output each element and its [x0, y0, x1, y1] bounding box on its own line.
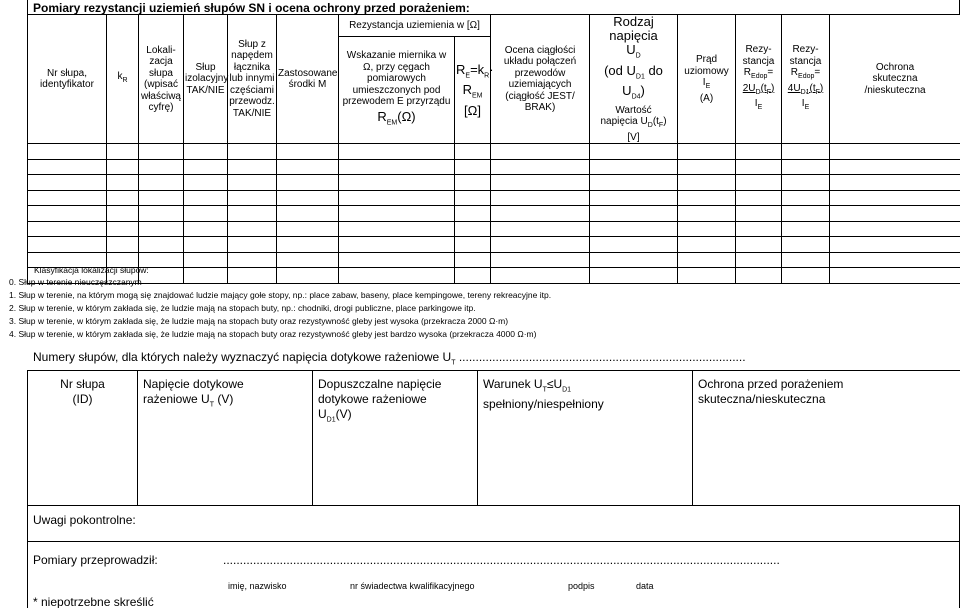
- table-row: [28, 175, 960, 191]
- table-cell[interactable]: [782, 190, 830, 206]
- table-cell[interactable]: [184, 206, 228, 222]
- table-cell[interactable]: [782, 159, 830, 175]
- table-cell[interactable]: [736, 237, 782, 253]
- header-ochrona-przed-porazeniem: Ochrona przed porażeniem skuteczna/nieskuteczna: [693, 371, 960, 506]
- table-cell[interactable]: [107, 159, 139, 175]
- table-cell[interactable]: [184, 221, 228, 237]
- table-cell[interactable]: [782, 221, 830, 237]
- signature-cert-label: nr świadectwa kwalifikacyjnego: [350, 581, 475, 591]
- table-cell[interactable]: [28, 144, 107, 160]
- table-row: [28, 159, 960, 175]
- table-row: [28, 221, 960, 237]
- table-cell[interactable]: [184, 144, 228, 160]
- header-ochrona-skuteczna: Ochrona skuteczna /nieskuteczna: [830, 15, 960, 144]
- table-cell[interactable]: [491, 206, 590, 222]
- table-cell[interactable]: [28, 175, 107, 191]
- table-cell[interactable]: [28, 190, 107, 206]
- title-row: [27, 0, 960, 14]
- table-cell[interactable]: [590, 175, 678, 191]
- table-cell[interactable]: [139, 190, 184, 206]
- table-cell[interactable]: [782, 144, 830, 160]
- table-cell[interactable]: [678, 221, 736, 237]
- performed-by-section: [27, 542, 960, 608]
- header-slup-izolacyjny: Słup izolacyjny TAK/NIE: [184, 15, 228, 144]
- header-re-formula: $R_E=k_R\cdot$ $R_{EM}$ [Ω]: [455, 37, 491, 144]
- table-cell[interactable]: [228, 159, 277, 175]
- table-cell[interactable]: [678, 159, 736, 175]
- table-cell[interactable]: [830, 175, 960, 191]
- table-cell[interactable]: [678, 190, 736, 206]
- table-cell[interactable]: [107, 190, 139, 206]
- classification-item-3: 3. Słup w terenie, w którym zakłada się, że ludzie mają na stopach buty oraz rezystywność gleby jest wysoka (przekracza 2000 Ω·m): [9, 316, 509, 326]
- table-cell[interactable]: [455, 221, 491, 237]
- header-ocena-ciaglosci: Ocena ciągłości układu połączeń przewodów uziemiających (ciągłość JEST/ BRAK): [491, 15, 590, 144]
- table-cell[interactable]: [455, 144, 491, 160]
- performed-by-line: .......................................................................................................................................................................: [223, 553, 780, 567]
- table-cell[interactable]: [491, 190, 590, 206]
- header-prad-uziomowy: Prąd uziomowy $I_E$ (A): [678, 15, 736, 144]
- table-cell[interactable]: [782, 175, 830, 191]
- table-row: [28, 190, 960, 206]
- table-cell[interactable]: [782, 206, 830, 222]
- table-cell[interactable]: [455, 175, 491, 191]
- table-cell[interactable]: [736, 159, 782, 175]
- header-nr-slupa-id: Nr słupa (ID): [28, 371, 138, 506]
- table-cell[interactable]: [339, 190, 455, 206]
- table-cell[interactable]: [277, 237, 339, 253]
- header-rodzaj-napiecia: Rodzaj napięcia $U_D$ (od $U_{D1}$ do $U_{D4}$) Wartość napięcia $U_D(t_F)$ [V]: [590, 15, 678, 144]
- signature-date-label: data: [636, 581, 654, 591]
- header-wskazanie-miernika: Wskazanie miernika w Ω, przy cęgach pomiarowych umieszczonych pod przewodem E przyrządu $R_{EM}(\Omega)$: [339, 37, 455, 144]
- table-cell[interactable]: [491, 221, 590, 237]
- table-cell[interactable]: [139, 221, 184, 237]
- header-kr: $k_R$: [107, 15, 139, 144]
- table-cell[interactable]: [830, 190, 960, 206]
- table-cell[interactable]: [139, 159, 184, 175]
- header-napiecie-dotykowe: Napięcie dotykowe rażeniowe $U_T$ (V): [138, 371, 313, 506]
- header-warunek: Warunek $U_T\le U_{D1}$ spełniony/niespełniony: [478, 371, 693, 506]
- table-cell[interactable]: [107, 144, 139, 160]
- signature-name-label: imię, nazwisko: [228, 581, 287, 591]
- table-cell[interactable]: [590, 237, 678, 253]
- table-cell[interactable]: [830, 221, 960, 237]
- header-dopuszczalne-napiecie: Dopuszczalne napięcie dotykowe rażeniowe $U_{D1}(V)$: [313, 371, 478, 506]
- table-cell[interactable]: [455, 206, 491, 222]
- table-cell[interactable]: [228, 190, 277, 206]
- table-cell[interactable]: [678, 175, 736, 191]
- table-cell[interactable]: [28, 221, 107, 237]
- header-rezystancja-2ud: Rezy- stancja $R_{Edop}=$ $2U_D(t_F)$ $I_E$: [736, 15, 782, 144]
- table-cell[interactable]: [830, 159, 960, 175]
- table-cell[interactable]: [139, 144, 184, 160]
- table-cell[interactable]: [28, 159, 107, 175]
- table-cell[interactable]: [491, 144, 590, 160]
- table-cell[interactable]: [184, 237, 228, 253]
- table-cell[interactable]: [277, 206, 339, 222]
- table-cell[interactable]: [28, 206, 107, 222]
- table-cell[interactable]: [339, 144, 455, 160]
- table-cell[interactable]: [491, 237, 590, 253]
- table-cell[interactable]: [184, 159, 228, 175]
- table-cell[interactable]: [455, 237, 491, 253]
- remarks-section: [27, 506, 960, 542]
- classification-item-0: 0. Słup w terenie nieuczęszczanym: [9, 277, 142, 287]
- table-cell[interactable]: [228, 237, 277, 253]
- table-cell[interactable]: [830, 237, 960, 253]
- table-cell[interactable]: [736, 221, 782, 237]
- table-cell[interactable]: [736, 175, 782, 191]
- header-rezystancja-4ud1: Rezy- stancja $R_{Edop}=$ $4U_{D1}(t_F)$ $I_E$: [782, 15, 830, 144]
- table-cell[interactable]: [678, 144, 736, 160]
- table-cell[interactable]: [139, 175, 184, 191]
- table-cell[interactable]: [455, 190, 491, 206]
- table-cell[interactable]: [228, 144, 277, 160]
- table-cell[interactable]: [736, 144, 782, 160]
- table-cell[interactable]: [28, 237, 107, 253]
- classification-section: [0, 262, 960, 342]
- table-cell[interactable]: [736, 206, 782, 222]
- table-cell[interactable]: [590, 159, 678, 175]
- classification-item-1: 1. Słup w terenie, na którym mogą się znajdować ludzie mający gołe stopy, np.: place zabaw, baseny, place kempingowe, tereny rekreacyjne itp.: [9, 290, 552, 300]
- table-cell[interactable]: [339, 221, 455, 237]
- footnote: * niepotrzebne skreślić: [33, 595, 154, 608]
- table-cell[interactable]: [277, 175, 339, 191]
- table-cell[interactable]: [590, 144, 678, 160]
- table-cell[interactable]: [228, 206, 277, 222]
- table-cell[interactable]: [107, 221, 139, 237]
- touch-voltage-table: [27, 370, 960, 506]
- header-nr-slupa: Nr słupa, identyfikator: [28, 15, 107, 144]
- table-cell[interactable]: [590, 190, 678, 206]
- table-cell[interactable]: [277, 159, 339, 175]
- table-cell[interactable]: [590, 206, 678, 222]
- table-cell[interactable]: [491, 159, 590, 175]
- table-cell[interactable]: [678, 206, 736, 222]
- header-rezystancja-uziemienia: Rezystancja uziemienia w [Ω]: [339, 15, 491, 37]
- table-cell[interactable]: [678, 237, 736, 253]
- table-cell[interactable]: [339, 237, 455, 253]
- measurements-table: [27, 14, 960, 284]
- table-cell[interactable]: [339, 206, 455, 222]
- signature-sign-label: podpis: [568, 581, 595, 591]
- table-cell[interactable]: [107, 237, 139, 253]
- table-cell[interactable]: [277, 190, 339, 206]
- form-title: Pomiary rezystancji uziemień słupów SN i ocena ochrony przed porażeniem:: [33, 1, 470, 15]
- header-slup-z-napedem: Słup z napędem łącznika lub innymi częściami przewodz. TAK/NIE: [228, 15, 277, 144]
- performed-by-label: Pomiary przeprowadził:: [33, 553, 158, 567]
- table-cell[interactable]: [590, 221, 678, 237]
- table-cell[interactable]: [736, 190, 782, 206]
- remarks-label: Uwagi pokontrolne:: [33, 513, 136, 527]
- header-srodki-m: Zastosowane środki M: [277, 15, 339, 144]
- table-cell[interactable]: [339, 175, 455, 191]
- table-row: [28, 206, 960, 222]
- table-row: [28, 144, 960, 160]
- classification-item-4: 4. Słup w terenie, w którym zakłada się, że ludzie mają na stopach buty oraz rezystywność gleby jest bardzo wysoka (przekracza 4000 Ω·m): [9, 329, 537, 339]
- table-cell[interactable]: [277, 144, 339, 160]
- table-cell[interactable]: [228, 221, 277, 237]
- classification-item-2: 2. Słup w terenie, w którym zakłada się, że ludzie mają na stopach buty, np.: chodniki, drogi publiczne, place parkingowe itp.: [9, 303, 476, 313]
- table-cell[interactable]: [830, 206, 960, 222]
- table-cell[interactable]: [455, 159, 491, 175]
- table-cell[interactable]: [339, 159, 455, 175]
- table-cell[interactable]: [277, 221, 339, 237]
- table-cell[interactable]: [491, 175, 590, 191]
- table-row: [28, 237, 960, 253]
- classification-title: Klasyfikacja lokalizacji słupów:: [34, 265, 149, 275]
- touch-voltage-note: Numery słupów, dla których należy wyznaczyć napięcia dotykowe rażeniowe $U_T$ ......................................................................................: [33, 350, 746, 367]
- header-lokalizacja: Lokali- zacja słupa (wpisać właściwą cyfrę): [139, 15, 184, 144]
- table-cell[interactable]: [184, 175, 228, 191]
- table-cell[interactable]: [107, 206, 139, 222]
- table-cell[interactable]: [139, 237, 184, 253]
- table-cell[interactable]: [107, 175, 139, 191]
- table-cell[interactable]: [228, 175, 277, 191]
- table-cell[interactable]: [830, 144, 960, 160]
- table-cell[interactable]: [184, 190, 228, 206]
- table-cell[interactable]: [782, 237, 830, 253]
- table-cell[interactable]: [139, 206, 184, 222]
